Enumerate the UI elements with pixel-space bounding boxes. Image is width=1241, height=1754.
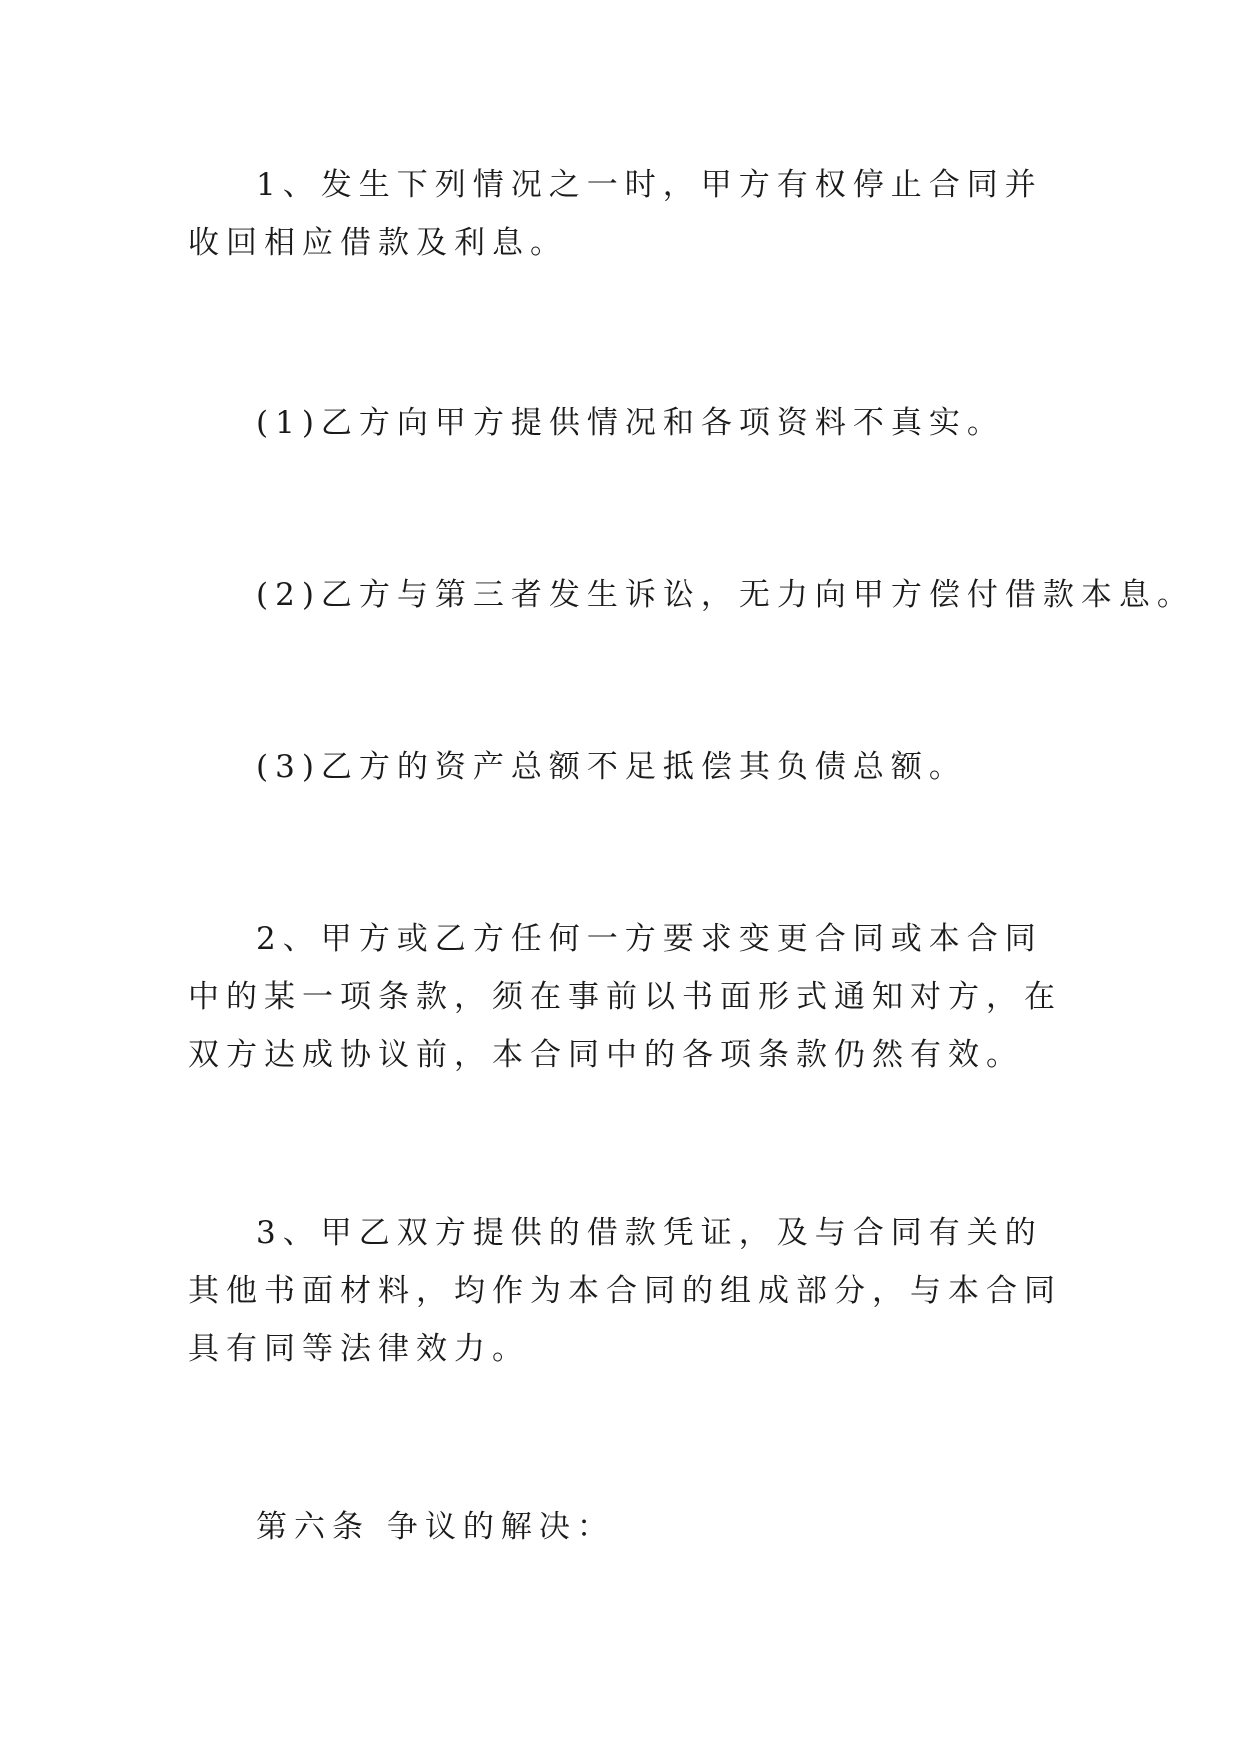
clause-3-paragraph: 3、甲乙双方提供的借款凭证，及与合同有关的其他书面材料，均作为本合同的组成部分，与本合同具有同等法律效力。 [188,1215,1062,1367]
clause-1-paragraph: 1、发生下列情况之一时，甲方有权停止合同并收回相应借款及利息。 [188,167,1043,261]
clause-1-item-3: (3)乙方的资产总额不足抵偿其负债总额。 [256,749,967,785]
clause-2-paragraph: 2、甲方或乙方任何一方要求变更合同或本合同中的某一项条款，须在事前以书面形式通知对方，在双方达成协议前，本合同中的各项条款仍然有效。 [188,921,1062,1073]
clause-1-item-1: (1)乙方向甲方提供情况和各项资料不真实。 [256,405,1005,441]
clause-1-item-2: (2)乙方与第三者发生诉讼，无力向甲方偿付借款本息。 [256,577,1195,613]
article-6-heading: 第六条 争议的解决： [256,1509,615,1545]
